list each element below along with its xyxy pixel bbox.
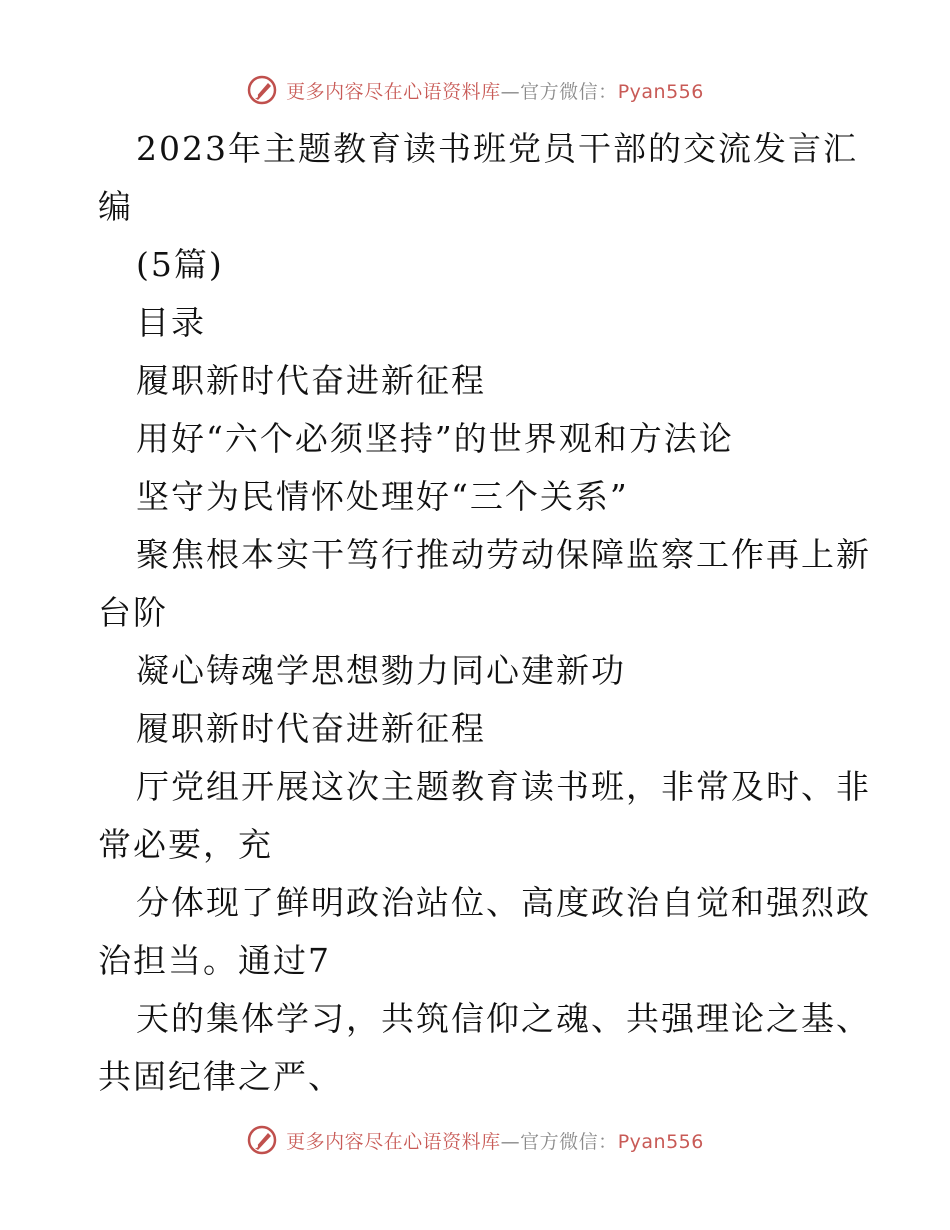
watermark-wechat-label: 官方微信： <box>520 80 618 103</box>
watermark-dash: — <box>500 1130 521 1153</box>
toc-item: 坚守为民情怀处理好“三个关系” <box>136 477 629 516</box>
pen-logo-icon <box>246 1124 278 1156</box>
paragraph-line: 治担当。通过7 <box>98 941 331 980</box>
watermark-text <box>286 77 704 104</box>
doc-subtitle: (5篇) <box>136 245 224 284</box>
paragraph-line: 分体现了鲜明政治站位、高度政治自觉和强烈政 <box>136 883 871 922</box>
watermark-brand: 更多内容尽在心语资料库 <box>286 1130 501 1153</box>
paragraph-line: 常必要，充 <box>98 825 273 864</box>
toc-item-continuation: 台阶 <box>98 593 168 632</box>
toc-item: 用好“六个必须坚持”的世界观和方法论 <box>136 419 734 458</box>
toc-item: 履职新时代奋进新征程 <box>136 361 486 400</box>
paragraph-line: 天的集体学习，共筑信仰之魂、共强理论之基、 <box>136 999 871 1038</box>
watermark-wechat-label: 官方微信： <box>520 1130 618 1153</box>
toc-heading: 目录 <box>136 303 206 342</box>
document-body <box>98 120 871 1106</box>
paragraph-line: 共固纪律之严、 <box>98 1057 343 1096</box>
watermark-footer <box>0 1120 950 1160</box>
watermark-account: Pyan556 <box>617 80 704 103</box>
toc-item: 凝心铸魂学思想勠力同心建新功 <box>136 651 626 690</box>
toc-item: 聚焦根本实干笃行推动劳动保障监察工作再上新 <box>136 535 871 574</box>
paragraph-line: 厅党组开展这次主题教育读书班，非常及时、非 <box>136 767 871 806</box>
watermark-dash: — <box>500 80 521 103</box>
watermark-header <box>0 70 950 110</box>
watermark-text <box>286 1127 704 1154</box>
doc-title-line-2: 编 <box>98 187 133 226</box>
watermark-brand: 更多内容尽在心语资料库 <box>286 80 501 103</box>
section-heading: 履职新时代奋进新征程 <box>136 709 486 748</box>
doc-title-line-1: 2023年主题教育读书班党员干部的交流发言汇 <box>136 129 858 168</box>
pen-logo-icon <box>246 74 278 106</box>
watermark-account: Pyan556 <box>617 1130 704 1153</box>
